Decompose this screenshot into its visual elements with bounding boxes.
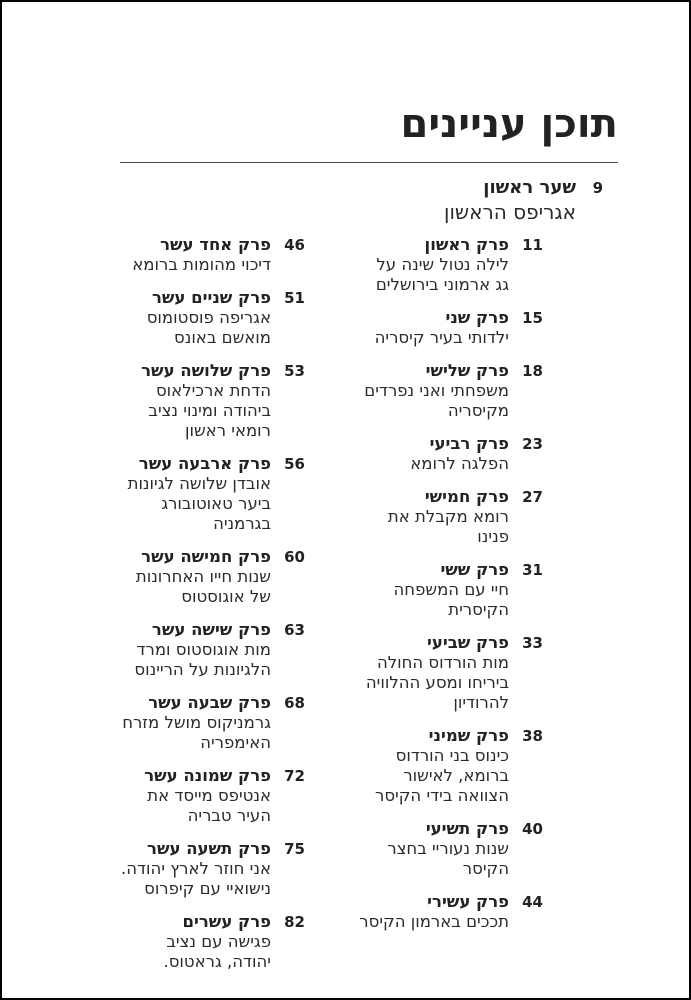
chapter-subtitle-line: העיר טבריה bbox=[187, 806, 271, 825]
toc-entry bbox=[60, 912, 305, 972]
toc-entry bbox=[298, 235, 543, 295]
toc-entry bbox=[298, 560, 543, 620]
chapter-subtitle-line: תככים בארמון הקיסר bbox=[359, 912, 509, 931]
chapter-subtitle-line: דיכוי מהומות ברומא bbox=[132, 255, 271, 274]
toc-entry bbox=[60, 361, 305, 441]
chapter-text bbox=[60, 620, 271, 680]
chapter-subtitle-line: להרודיון bbox=[453, 693, 509, 712]
chapter-subtitle-line: הקיסרית bbox=[448, 600, 509, 619]
chapter-subtitle-line: אגריפה פוסטומוס bbox=[146, 308, 271, 327]
chapter-subtitle-line: שנות חייו האחרונות bbox=[135, 567, 271, 586]
part-page-number: 9 bbox=[592, 179, 603, 197]
chapter-subtitle-line: ביהודה ומינוי נציב bbox=[148, 401, 271, 420]
part-title: שער ראשון bbox=[483, 177, 576, 198]
chapter-title: פרק עשירי bbox=[427, 892, 509, 911]
chapter-page-number: 33 bbox=[522, 634, 543, 652]
chapter-title: פרק ארבעה עשר bbox=[138, 454, 271, 473]
toc-entry bbox=[298, 819, 543, 879]
toc-entry bbox=[298, 633, 543, 713]
chapter-title: פרק עשרים bbox=[182, 912, 271, 931]
chapter-subtitle-line: שנות נעוריי בחצר bbox=[387, 839, 509, 858]
chapter-subtitle-line: רומאי ראשון bbox=[184, 421, 271, 440]
chapter-subtitle-line: כינוס בני הורדוס bbox=[395, 746, 509, 765]
chapter-subtitle-line: משפחתי ואני נפרדים bbox=[364, 381, 509, 400]
chapter-text bbox=[60, 766, 271, 826]
toc-entry bbox=[298, 487, 543, 547]
chapter-subtitle-line: גרמניקוס מושל מזרח bbox=[122, 713, 271, 732]
chapter-subtitle-line: הלגיונות על הריינוס bbox=[134, 660, 271, 679]
page-title: תוכן עניינים bbox=[400, 101, 618, 147]
chapter-page-number: 72 bbox=[284, 767, 305, 785]
toc-entry bbox=[60, 693, 305, 753]
chapters-column-right bbox=[298, 235, 543, 945]
chapter-text bbox=[60, 839, 271, 899]
chapter-page-number: 46 bbox=[284, 236, 305, 254]
part-subtitle: אגריפס הראשון bbox=[444, 200, 576, 224]
toc-entry bbox=[60, 547, 305, 607]
toc-entry bbox=[298, 434, 543, 474]
toc-entry bbox=[298, 726, 543, 806]
chapter-subtitle-line: מואשם באונס bbox=[174, 328, 271, 347]
toc-entry bbox=[60, 288, 305, 348]
chapter-subtitle-line: לילה נטול שינה על bbox=[376, 255, 509, 274]
chapter-title: פרק חמישי bbox=[424, 487, 509, 506]
chapter-title: פרק ששי bbox=[440, 560, 509, 579]
toc-entry bbox=[60, 620, 305, 680]
chapter-title: פרק תשיעי bbox=[425, 819, 509, 838]
chapter-text bbox=[60, 547, 271, 607]
chapter-page-number: 18 bbox=[522, 362, 543, 380]
chapter-subtitle-line: חיי עם המשפחה bbox=[393, 580, 509, 599]
chapter-subtitle-line: מקיסריה bbox=[447, 401, 509, 420]
chapter-subtitle-line: אובדן שלושה לגיונות bbox=[127, 474, 271, 493]
chapter-page-number: 68 bbox=[284, 694, 305, 712]
chapter-text bbox=[60, 235, 271, 275]
chapter-subtitle-line: גג ארמוני בירושלים bbox=[375, 275, 509, 294]
chapter-text bbox=[298, 560, 509, 620]
chapter-page-number: 51 bbox=[284, 289, 305, 307]
chapter-subtitle-line: הקיסר bbox=[462, 859, 509, 878]
chapter-text bbox=[298, 487, 509, 547]
chapter-subtitle-line: ברומא, לאישור bbox=[403, 766, 509, 785]
title-divider bbox=[120, 162, 618, 163]
chapters-column-left bbox=[60, 235, 305, 985]
chapter-subtitle-line: ביער טאוטובורג bbox=[161, 494, 271, 513]
chapter-text bbox=[60, 361, 271, 441]
chapter-page-number: 60 bbox=[284, 548, 305, 566]
chapter-page-number: 56 bbox=[284, 455, 305, 473]
chapter-text bbox=[298, 235, 509, 295]
chapter-subtitle-line: פנינו bbox=[477, 527, 509, 546]
chapter-page-number: 23 bbox=[522, 435, 543, 453]
chapter-text bbox=[298, 308, 509, 348]
chapter-text bbox=[298, 434, 509, 474]
chapter-subtitle-line: אני חוזר לארץ יהודה. bbox=[121, 859, 271, 878]
chapter-title: פרק שניים עשר bbox=[151, 288, 271, 307]
chapter-text bbox=[298, 361, 509, 421]
chapter-title: פרק שמונה עשר bbox=[144, 766, 271, 785]
chapter-subtitle-line: הדחת ארכילאוס bbox=[155, 381, 271, 400]
chapter-subtitle-line: של אוגוסטוס bbox=[181, 587, 271, 606]
chapter-subtitle-line: פגישה עם נציב bbox=[166, 932, 271, 951]
chapter-title: פרק חמישה עשר bbox=[141, 547, 271, 566]
chapter-page-number: 40 bbox=[522, 820, 543, 838]
chapter-text bbox=[298, 633, 509, 713]
chapter-title: פרק ראשון bbox=[424, 235, 509, 254]
chapter-title: פרק אחד עשר bbox=[160, 235, 271, 254]
chapter-subtitle-line: אנטיפס מייסד את bbox=[147, 786, 271, 805]
chapter-subtitle-line: מות אוגוסטוס ומרד bbox=[136, 640, 271, 659]
chapter-text bbox=[60, 693, 271, 753]
toc-entry bbox=[298, 308, 543, 348]
chapter-page-number: 44 bbox=[522, 893, 543, 911]
chapter-page-number: 38 bbox=[522, 727, 543, 745]
chapter-text bbox=[60, 454, 271, 534]
chapter-title: פרק תשעה עשר bbox=[147, 839, 271, 858]
toc-entry bbox=[60, 839, 305, 899]
chapter-page-number: 11 bbox=[522, 236, 543, 254]
chapter-subtitle-line: ביריחו ומסע ההלוויה bbox=[365, 673, 509, 692]
chapter-text bbox=[298, 892, 509, 932]
chapter-page-number: 31 bbox=[522, 561, 543, 579]
chapter-page-number: 53 bbox=[284, 362, 305, 380]
chapter-title: פרק שלישי bbox=[425, 361, 509, 380]
chapter-title: פרק רביעי bbox=[429, 434, 509, 453]
chapter-subtitle-line: מות הורדוס החולה bbox=[376, 653, 509, 672]
chapter-title: פרק שביעי bbox=[427, 633, 509, 652]
chapter-text bbox=[298, 726, 509, 806]
chapter-title: פרק שישה עשר bbox=[151, 620, 271, 639]
toc-entry bbox=[60, 454, 305, 534]
toc-entry bbox=[298, 361, 543, 421]
toc-entry bbox=[298, 892, 543, 932]
toc-entry bbox=[60, 235, 305, 275]
chapter-page-number: 82 bbox=[284, 913, 305, 931]
chapter-title: פרק שני bbox=[445, 308, 509, 327]
chapter-page-number: 15 bbox=[522, 309, 543, 327]
chapter-title: פרק שמיני bbox=[428, 726, 509, 745]
chapter-subtitle-line: נישואיי עם קיפרוס bbox=[144, 879, 271, 898]
chapter-subtitle-line: בגרמניה bbox=[213, 514, 271, 533]
chapter-subtitle-line: הפלגה לרומא bbox=[410, 454, 509, 473]
chapter-subtitle-line: רומא מקבלת את bbox=[387, 507, 509, 526]
chapter-page-number: 75 bbox=[284, 840, 305, 858]
toc-entry bbox=[60, 766, 305, 826]
chapter-subtitle-line: ילדותי בעיר קיסריה bbox=[374, 328, 509, 347]
chapter-title: פרק שבעה עשר bbox=[148, 693, 271, 712]
chapter-subtitle-line: האימפריה bbox=[200, 733, 271, 752]
chapter-text bbox=[60, 912, 271, 972]
chapter-text bbox=[60, 288, 271, 348]
chapter-subtitle-line: יהודה, גראטוס. bbox=[163, 952, 271, 971]
chapter-page-number: 27 bbox=[522, 488, 543, 506]
chapter-text bbox=[298, 819, 509, 879]
chapter-title: פרק שלושה עשר bbox=[141, 361, 271, 380]
chapter-subtitle-line: הצוואה בידי הקיסר bbox=[375, 786, 509, 805]
chapter-page-number: 63 bbox=[284, 621, 305, 639]
part-entry bbox=[444, 177, 603, 225]
